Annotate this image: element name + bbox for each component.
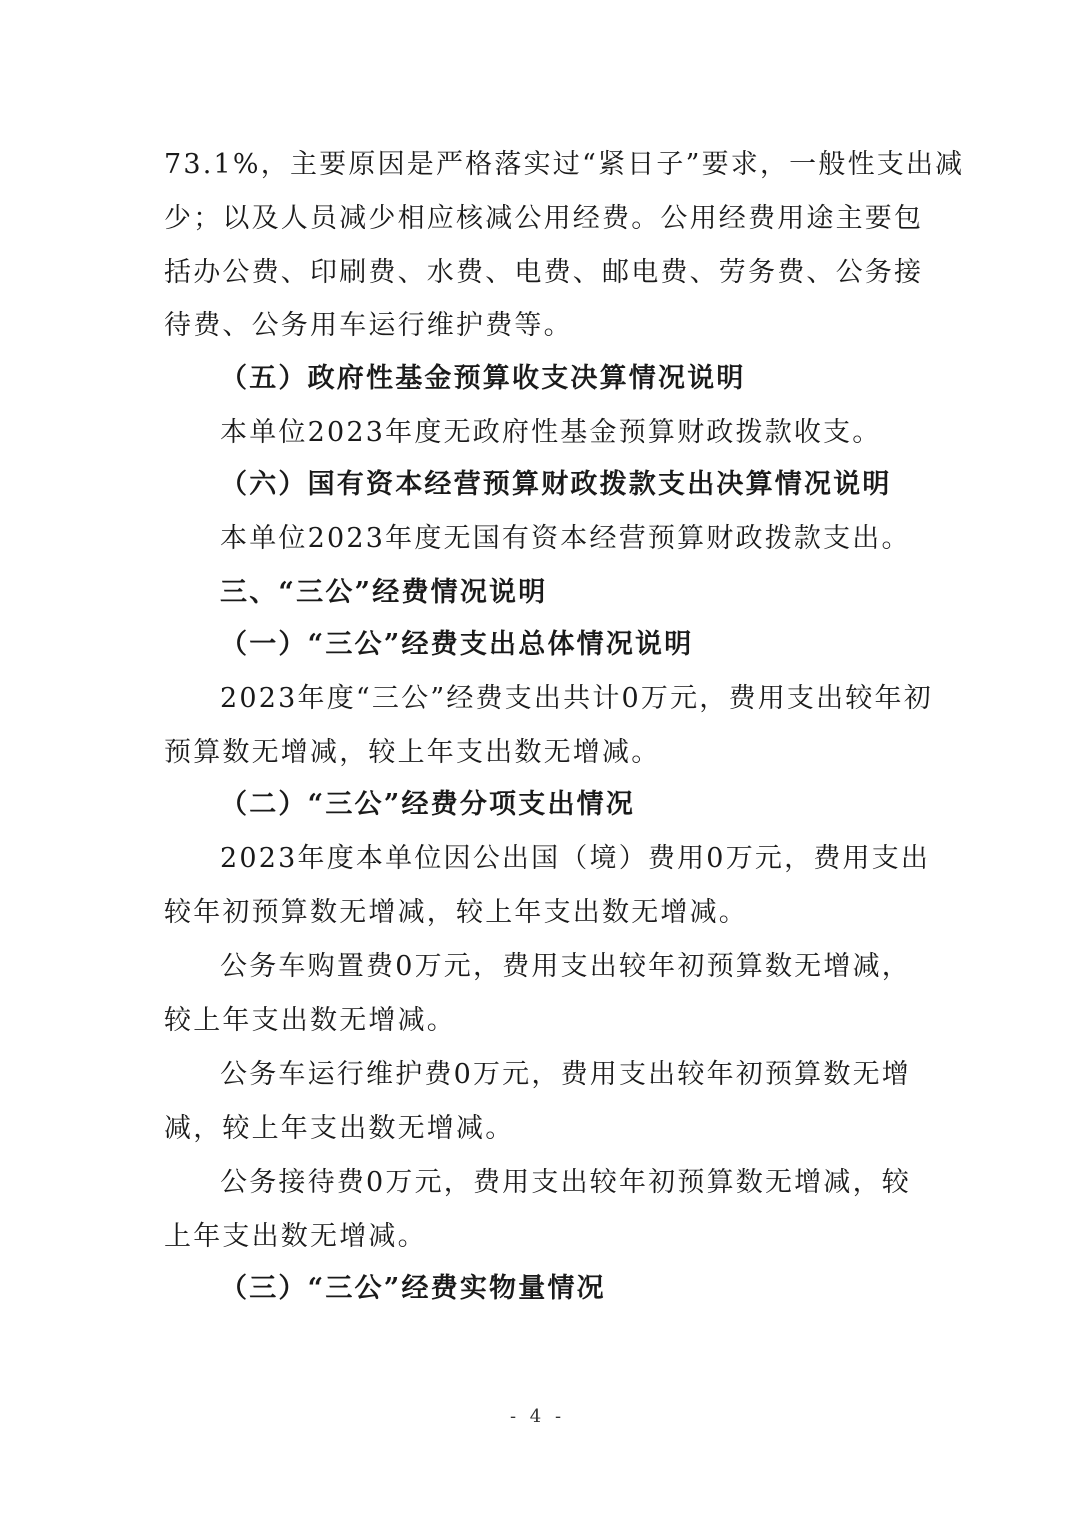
body-text-line: 73.1%，主要原因是严格落实过“紧日子”要求，一般性支出减 [164,149,965,180]
body-text-line: 待费、公务用车运行维护费等。 [164,310,573,341]
body-text-line: 减，较上年支出数无增减。 [164,1113,515,1144]
section-heading: （一）“三公”经费支出总体情况说明 [220,629,694,660]
chapter-heading: 三、“三公”经费情况说明 [220,577,548,608]
page-number: - 4 - [509,1406,566,1427]
body-text-line: 公务车运行维护费0万元，费用支出较年初预算数无增 [220,1059,911,1090]
section-heading: （三）“三公”经费实物量情况 [220,1273,606,1304]
body-text-line: 较上年支出数无增减。 [164,1005,456,1036]
section-heading: （二）“三公”经费分项支出情况 [220,789,636,820]
body-text-line: 本单位2023年度无国有资本经营预算财政拨款支出。 [220,523,911,554]
body-text-line: 少；以及人员减少相应核减公用经费。公用经费用途主要包 [164,203,924,234]
body-text-line: 上年支出数无增减。 [164,1221,427,1252]
body-text-line: 2023年度本单位因公出国（境）费用0万元，费用支出 [220,843,931,874]
section-heading: （六）国有资本经营预算财政拨款支出决算情况说明 [220,469,892,500]
body-text-line: 公务车购置费0万元，费用支出较年初预算数无增减， [220,951,911,982]
body-text-line: 公务接待费0万元，费用支出较年初预算数无增减，较 [220,1167,911,1198]
body-text-line: 较年初预算数无增减，较上年支出数无增减。 [164,897,748,928]
section-heading: （五）政府性基金预算收支决算情况说明 [220,363,746,394]
body-text-line: 预算数无增减，较上年支出数无增减。 [164,737,661,768]
body-text-line: 2023年度“三公”经费支出共计0万元，费用支出较年初 [220,683,933,714]
body-text-line: 括办公费、印刷费、水费、电费、邮电费、劳务费、公务接 [164,257,924,288]
body-text-line: 本单位2023年度无政府性基金预算财政拨款收支。 [220,417,882,448]
